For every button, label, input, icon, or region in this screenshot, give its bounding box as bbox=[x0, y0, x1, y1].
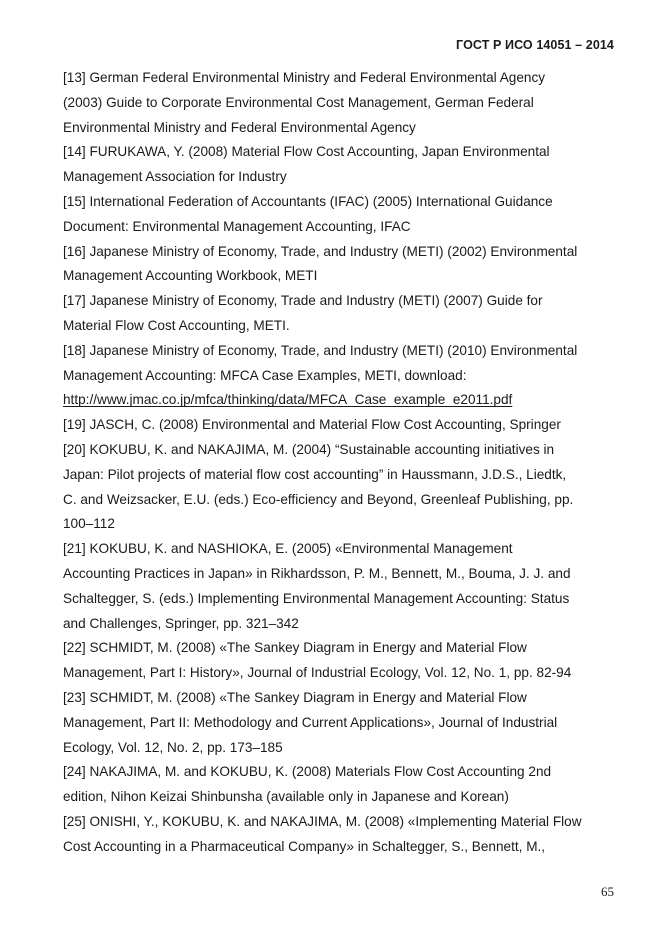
reference-line: [16] Japanese Ministry of Economy, Trade, and Industry (METI) (2002) Environmental bbox=[63, 243, 578, 259]
reference-line: Management, Part I: History», Journal of Industrial Ecology, Vol. 12, No. 1, pp. 82-94 bbox=[63, 665, 572, 681]
reference-line: Management Association for Industry bbox=[63, 169, 287, 185]
reference-item bbox=[63, 760, 623, 810]
reference-item bbox=[63, 537, 623, 636]
reference-item bbox=[63, 438, 623, 537]
reference-line: Management Accounting: MFCA Case Examples, METI, download: bbox=[63, 367, 467, 383]
reference-line: Accounting Practices in Japan» in Rikhardsson, P. M., Bennett, M., Bouma, J. J. and bbox=[63, 565, 571, 581]
reference-line: Schaltegger, S. (eds.) Implementing Environmental Management Accounting: Status bbox=[63, 590, 570, 606]
reference-line: [14] FURUKAWA, Y. (2008) Material Flow Cost Accounting, Japan Environmental bbox=[63, 144, 550, 160]
reference-line: [15] International Federation of Accountants (IFAC) (2005) International Guidance bbox=[63, 193, 553, 209]
reference-item bbox=[63, 810, 623, 860]
reference-line: C. and Weizsacker, E.U. (eds.) Eco-efficiency and Beyond, Greenleaf Publishing, pp. bbox=[63, 491, 574, 507]
reference-line: Material Flow Cost Accounting, METI. bbox=[63, 317, 290, 333]
reference-line: Cost Accounting in a Pharmaceutical Company» in Schaltegger, S., Bennett, M., bbox=[63, 838, 546, 854]
reference-line: [19] JASCH, C. (2008) Environmental and Material Flow Cost Accounting, Springer bbox=[63, 417, 561, 433]
reference-item bbox=[63, 240, 623, 290]
reference-line: Environmental Ministry and Federal Environmental Agency bbox=[63, 119, 416, 135]
reference-line: edition, Nihon Keizai Shinbunsha (available only in Japanese and Korean) bbox=[63, 789, 509, 805]
reference-line: Document: Environmental Management Accounting, IFAC bbox=[63, 218, 411, 234]
reference-line: Management Accounting Workbook, METI bbox=[63, 268, 318, 284]
reference-item bbox=[63, 339, 623, 413]
reference-line: 100–112 bbox=[63, 516, 115, 532]
reference-line: and Challenges, Springer, pp. 321–342 bbox=[63, 615, 299, 631]
reference-line: [25] ONISHI, Y., KOKUBU, K. and NAKAJIMA, M. (2008) «Implementing Material Flow bbox=[63, 813, 582, 829]
reference-line: Japan: Pilot projects of material flow cost accounting” in Haussmann, J.D.S., Liedtk, bbox=[63, 466, 567, 482]
reference-item bbox=[63, 413, 623, 438]
reference-line: Management, Part II: Methodology and Current Applications», Journal of Industrial bbox=[63, 714, 558, 730]
reference-link-line bbox=[63, 388, 623, 413]
reference-line: [22] SCHMIDT, M. (2008) «The Sankey Diagram in Energy and Material Flow bbox=[63, 640, 527, 656]
reference-line: [20] KOKUBU, K. and NAKAJIMA, M. (2004) “Sustainable accounting initiatives in bbox=[63, 441, 555, 457]
reference-list bbox=[63, 66, 623, 860]
reference-line: [24] NAKAJIMA, M. and KOKUBU, K. (2008) Materials Flow Cost Accounting 2nd bbox=[63, 764, 552, 780]
reference-line: [17] Japanese Ministry of Economy, Trade and Industry (METI) (2007) Guide for bbox=[63, 293, 543, 309]
reference-line: [18] Japanese Ministry of Economy, Trade, and Industry (METI) (2010) Environmental bbox=[63, 342, 578, 358]
reference-line: [13] German Federal Environmental Ministry and Federal Environmental Agency bbox=[63, 70, 546, 85]
reference-link[interactable]: http://www.jmac.co.jp/mfca/thinking/data/MFCA_Case_example_e2011.pdf bbox=[63, 392, 513, 408]
reference-line: [23] SCHMIDT, M. (2008) «The Sankey Diagram in Energy and Material Flow bbox=[63, 689, 527, 705]
reference-line: [21] KOKUBU, K. and NASHIOKA, E. (2005) «Environmental Management bbox=[63, 541, 513, 557]
page-number: 65 bbox=[601, 884, 614, 899]
reference-item bbox=[63, 140, 623, 190]
reference-item bbox=[63, 190, 623, 240]
reference-item bbox=[63, 636, 623, 686]
reference-line: Ecology, Vol. 12, No. 2, pp. 173–185 bbox=[63, 739, 283, 755]
reference-item bbox=[63, 686, 623, 760]
reference-item bbox=[63, 289, 623, 339]
reference-line: (2003) Guide to Corporate Environmental Cost Management, German Federal bbox=[63, 94, 534, 110]
document-header: ГОСТ Р ИСО 14051 – 2014 bbox=[456, 38, 614, 52]
reference-item bbox=[63, 66, 623, 140]
